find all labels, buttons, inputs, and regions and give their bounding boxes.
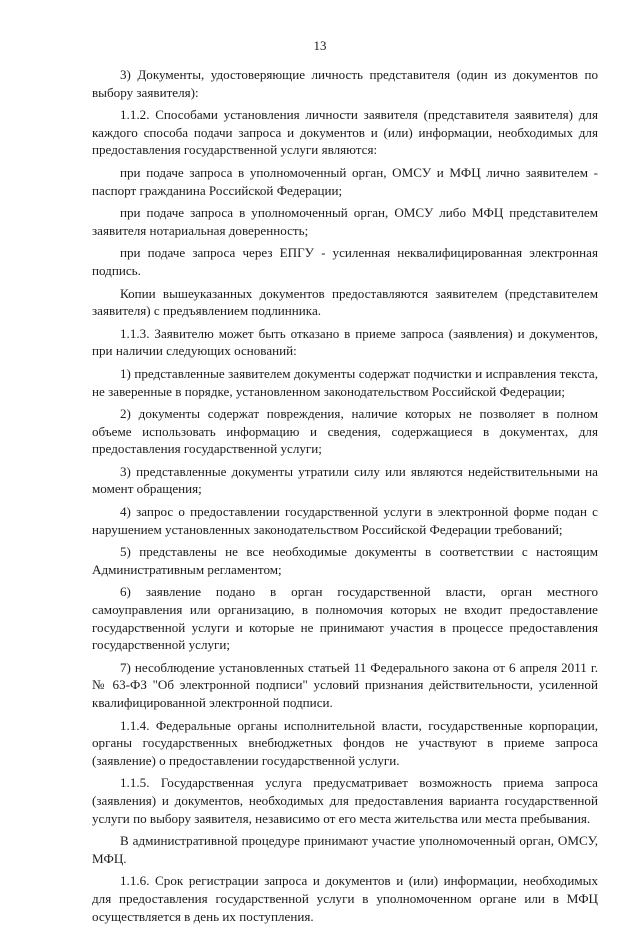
paragraph-refusal-reason-1: 1) представленные заявителем документы содержат подчистки и исправления текста, не заверенные в порядке, установленном законодательством Российской Федерации; bbox=[92, 365, 598, 399]
paragraph-representative-submission: при подаче запроса в уполномоченный орган, ОМСУ либо МФЦ представителем заявителя нотариальная доверенность; bbox=[92, 205, 598, 238]
document-body bbox=[92, 66, 598, 930]
paragraph-1-1-3: 1.1.3. Заявителю может быть отказано в приеме запроса (заявления) и документов, при наличии следующих оснований: bbox=[92, 325, 598, 359]
paragraph-personal-submission: при подаче запроса в уполномоченный орган, ОМСУ и МФЦ лично заявителем - паспорт гражданина Российской Федерации; bbox=[92, 164, 598, 198]
paragraph-1-1-4: 1.1.4. Федеральные органы исполнительной власти, государственные корпорации, органы государственных внебюджетных фондов не участвуют в приеме запроса (заявление) о предоставлении государственной услуги. bbox=[92, 717, 598, 768]
paragraph-refusal-reason-6: 6) заявление подано в орган государственной власти, орган местного самоуправления или организацию, в полномочия которых не входит предоставление государственной услуги и которые не принимают участия в процессе предоставления государственной услуги; bbox=[92, 584, 598, 653]
paragraph-1-1-6: 1.1.6. Срок регистрации запроса и документов и (или) информации, необходимых для предоставления государственной услуги в уполномоченном органе или в МФЦ осуществляется в день их поступления. bbox=[92, 873, 598, 924]
page-number: 13 bbox=[313, 38, 327, 53]
paragraph-refusal-reason-7: 7) несоблюдение установленных статьей 11 Федерального закона от 6 апреля 2011 г. № 63-ФЗ "Об электронной подписи" условий признания действительности, усиленной квалифицированной электронной подписи. bbox=[92, 659, 598, 710]
paragraph-refusal-reason-3: 3) представленные документы утратили силу или являются недействительными на момент обращения; bbox=[92, 463, 598, 497]
paragraph-refusal-reason-4: 4) запрос о предоставлении государственной услуги в электронной форме подан с нарушением установленных законодательством Российской Федерации требований; bbox=[92, 504, 598, 537]
paragraph-procedure-participants: В административной процедуре принимают участие уполномоченный орган, ОМСУ, МФЦ. bbox=[92, 833, 598, 866]
paragraph-1-1-5: 1.1.5. Государственная услуга предусматривает возможность приема запроса (заявления) и документов, необходимых для предоставления варианта государственной услуги по выбору заявителя, независимо от его места жительства или места пребывания. bbox=[92, 775, 598, 826]
paragraph-document-copies: Копии вышеуказанных документов предоставляются заявителем (представителем заявителя) с предъявлением подлинника. bbox=[92, 285, 598, 319]
paragraph-refusal-reason-2: 2) документы содержат повреждения, наличие которых не позволяет в полном объеме использовать информацию и сведения, содержащиеся в документах, для предоставления государственной услуги; bbox=[92, 406, 598, 457]
paragraph-refusal-reason-5: 5) представлены не все необходимые документы в соответствии с настоящим Административным регламентом; bbox=[92, 544, 598, 577]
paragraph-identity-documents: 3) Документы, удостоверяющие личность представителя (один из документов по выбору заявителя): bbox=[92, 67, 598, 100]
paragraph-epgu-submission: при подаче запроса через ЕПГУ - усиленная неквалифицированная электронная подпись. bbox=[92, 245, 598, 278]
paragraph-1-1-2: 1.1.2. Способами установления личности заявителя (представителя заявителя) для каждого способа подачи запроса и документов и (или) информации, необходимых для предоставления государственной услуги являются: bbox=[92, 107, 598, 158]
